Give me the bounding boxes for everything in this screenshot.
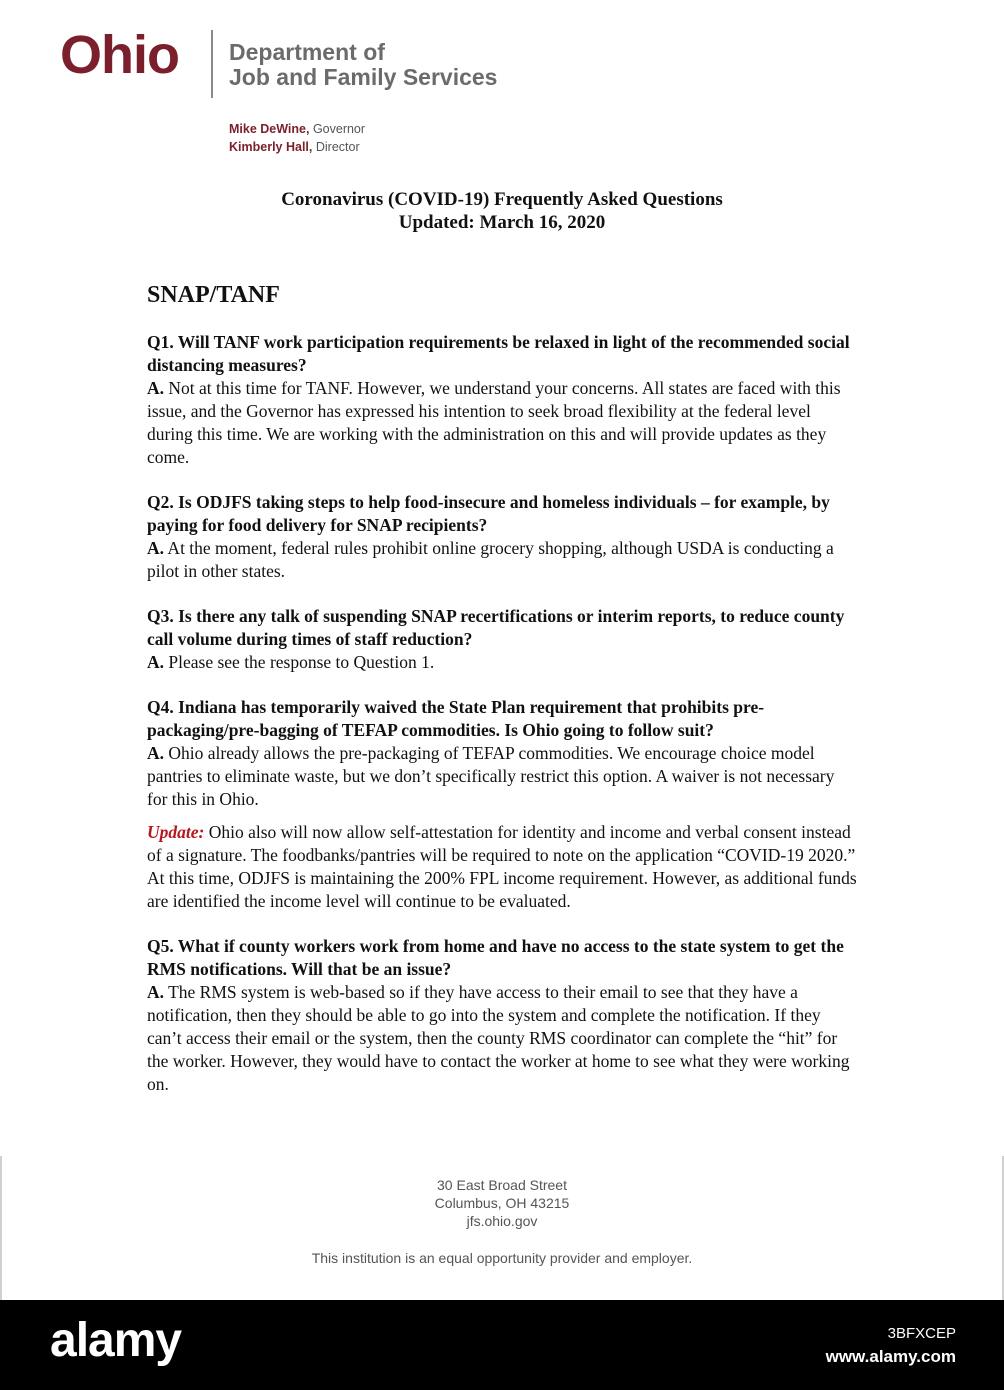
update-note: [147, 821, 859, 913]
answer-text: Not at this time for TANF. However, we understand your concerns. All states are faced with this issue, and the Governor has expressed his intention to seek broad flexibility at the federal level during this time. We are working with the administration on this and will provide updates as they come.: [147, 378, 841, 467]
answer-prefix: A.: [147, 652, 165, 672]
answer-text: The RMS system is web-based so if they have access to their email to see that they have a notification, then they should be able to go into the system and complete the notification. If they can’t access their email or the system, then the county RMS coordinator can complete the “hit” for the worker. However, they would have to contact the worker at home to see what they were working on.: [147, 982, 850, 1094]
update-text: Ohio also will now allow self-attestation for identity and income and verbal consent instead of a signature. The foodbanks/pantries will be required to note on the application “COVID-19 2020.” At this time, ODJFS is maintaining the 200% FPL income requirement. However, as additional funds are identified the income level will continue to be evaluated.: [147, 822, 857, 911]
watermark-url: www.alamy.com: [825, 1347, 956, 1366]
footer-street: 30 East Broad Street: [437, 1177, 567, 1193]
answer-prefix: A.: [147, 378, 165, 398]
ohio-logo: Ohio: [60, 25, 179, 85]
faq-question: Q1. Will TANF work participation requirements be relaxed in light of the recommended social distancing measures?: [147, 332, 850, 375]
footer-address: [0, 1176, 1004, 1230]
faq-item: [147, 331, 859, 469]
faq-question: Q3. Is there any talk of suspending SNAP recertifications or interim reports, to reduce county call volume during times of staff reduction?: [147, 606, 845, 649]
director-title: Director: [312, 140, 360, 154]
footer-city: Columbus, OH 43215: [434, 1195, 570, 1211]
department-name: [229, 40, 497, 90]
alamy-logo: alamy: [50, 1314, 182, 1367]
answer-prefix: A.: [147, 982, 165, 1002]
department-line-2: Job and Family Services: [229, 64, 498, 90]
faq-answer: [147, 651, 859, 674]
faq-question: Q5. What if county workers work from home and have no access to the state system to get the RMS notifications. Will that be an issue?: [147, 936, 844, 979]
answer-prefix: A.: [147, 538, 165, 558]
department-line-1: Department of: [229, 39, 385, 65]
governor-title: Governor: [309, 122, 366, 136]
faq-item: [147, 935, 859, 1096]
faq-item: [147, 605, 859, 674]
faq-item: [147, 491, 859, 583]
title-line-1: Coronavirus (COVID-19) Frequently Asked Questions: [281, 189, 723, 210]
faq-answer: [147, 537, 859, 583]
faq-answer: [147, 377, 859, 469]
governor-name: Mike DeWine,: [229, 122, 310, 136]
governor-line: [229, 120, 365, 138]
equal-opportunity-statement: This institution is an equal opportunity provider and employer.: [311, 1250, 693, 1266]
answer-prefix: A.: [147, 743, 165, 763]
faq-answer: [147, 742, 859, 811]
logo-divider: [211, 30, 213, 98]
answer-text: Please see the response to Question 1.: [164, 652, 435, 672]
faq-question: Q4. Indiana has temporarily waived the State Plan requirement that prohibits pre-packaging/pre-bagging of TEFAP commodities. Is Ohio going to follow suit?: [147, 697, 765, 740]
officials-block: [229, 120, 365, 156]
image-id: 3BFXCEP: [887, 1325, 956, 1342]
faq-question: Q2. Is ODJFS taking steps to help food-insecure and homeless individuals – for example, by paying for food delivery for SNAP recipients?: [147, 492, 830, 535]
director-name: Kimberly Hall,: [229, 140, 313, 154]
director-line: [229, 138, 365, 156]
update-label: Update:: [147, 822, 205, 842]
document-title: [0, 188, 1004, 234]
footer-website: jfs.ohio.gov: [466, 1213, 538, 1229]
faq-item: [147, 696, 859, 811]
faq-list: [147, 331, 859, 1118]
faq-answer: [147, 981, 859, 1096]
section-heading: SNAP/TANF: [147, 282, 280, 308]
answer-text: Ohio already allows the pre-packaging of TEFAP commodities. We encourage choice model pantries to eliminate waste, but we don’t specifically restrict this option. A waiver is not necessary for this in Ohio.: [147, 743, 835, 809]
answer-text: At the moment, federal rules prohibit online grocery shopping, although USDA is conducting a pilot in other states.: [147, 538, 834, 581]
title-line-2: Updated: March 16, 2020: [398, 212, 606, 233]
